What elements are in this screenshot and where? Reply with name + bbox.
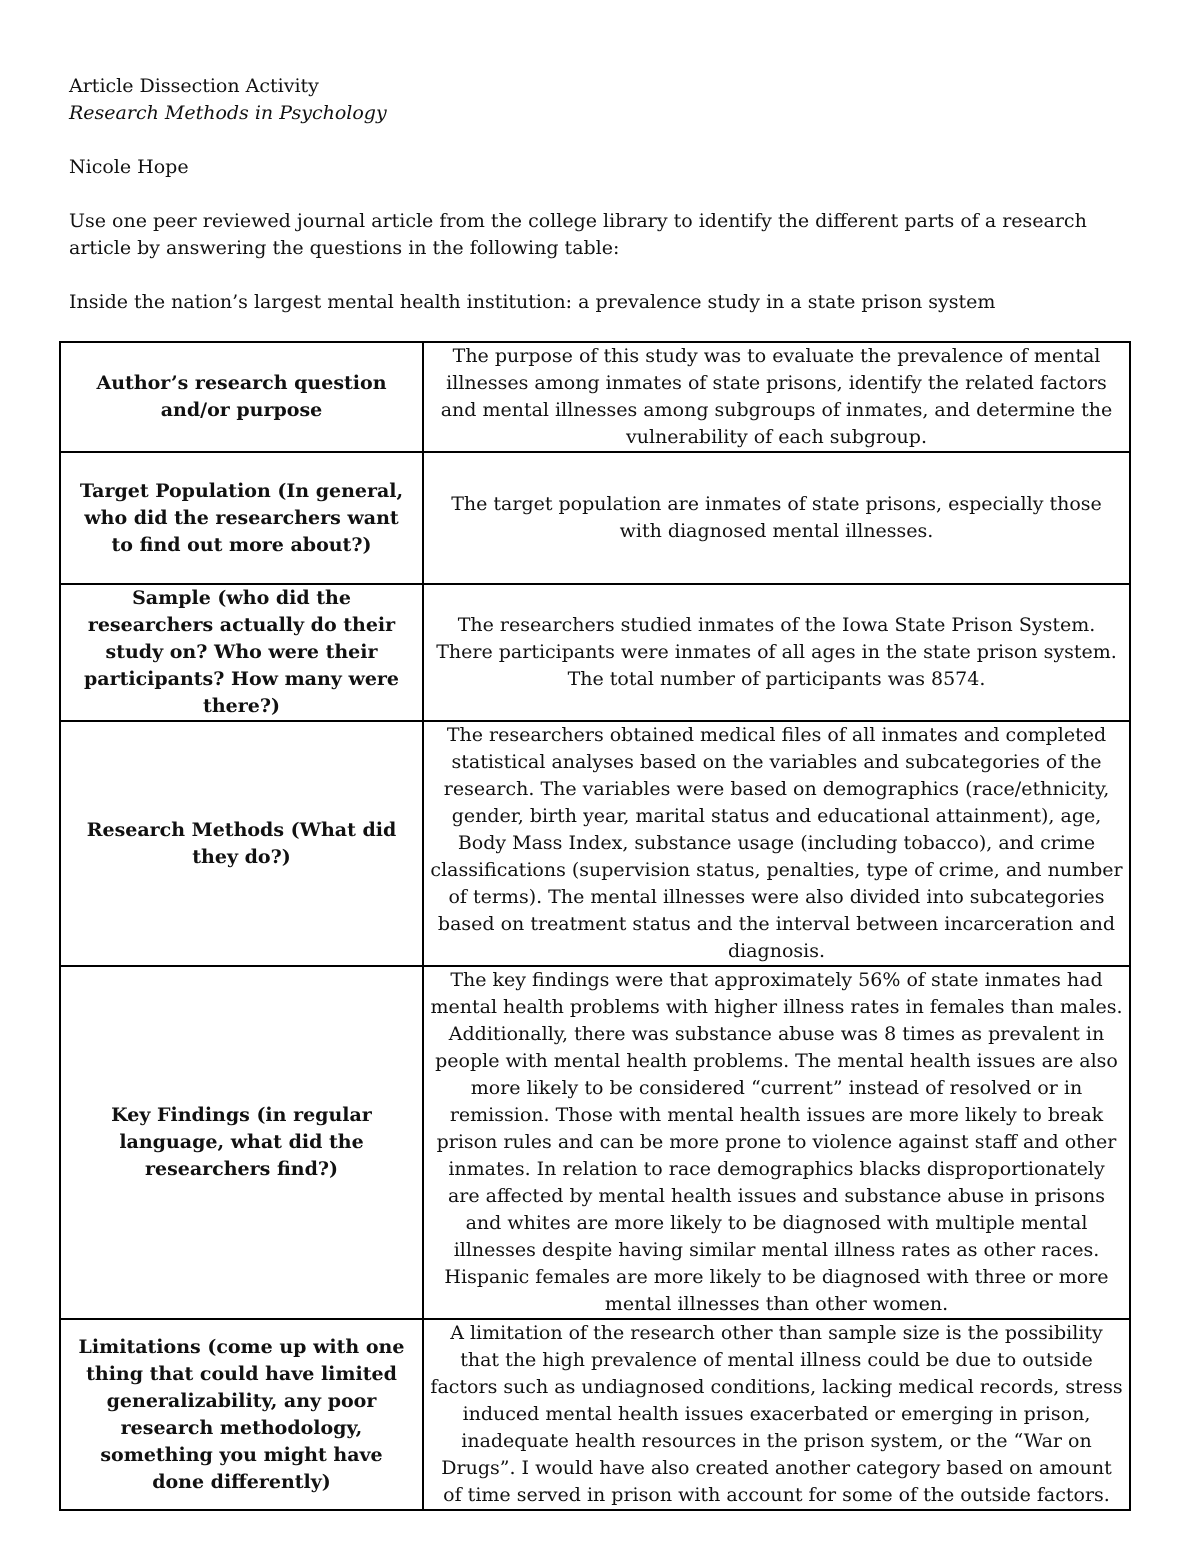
table-row-target-population xyxy=(60,452,1130,584)
table-row-research-methods xyxy=(60,721,1130,966)
table-row-limitations xyxy=(60,1319,1130,1510)
row-label: Research Methods (What did they do?) xyxy=(60,721,423,966)
row-answer: The purpose of this study was to evaluate the prevalence of mental illnesses among inmates of state prisons, identify the related factors and mental illnesses among subgroups of inmates, and determine the vulnerability of each subgroup. xyxy=(423,342,1130,452)
student-name: Nicole Hope xyxy=(69,156,189,178)
row-answer: The key findings were that approximately 56% of state inmates had mental health problems with higher illness rates in females than males. Additionally, there was substance abuse was 8 times as prevalent in people with mental health problems. The mental health issues are also more likely to be considered “current” instead of resolved or in remission. Those with mental health issues are more likely to break prison rules and can be more prone to violence against staff and other inmates. In relation to race demographics blacks disproportionately are affected by mental health issues and substance abuse in prisons and whites are more likely to be diagnosed with multiple mental illnesses despite having similar mental illness rates as other races. Hispanic females are more likely to be diagnosed with three or more mental illnesses than other women. xyxy=(423,966,1130,1319)
table-row-purpose xyxy=(60,342,1130,452)
row-answer: A limitation of the research other than sample size is the possibility that the high prevalence of mental illness could be due to outside factors such as undiagnosed conditions, lacking medical records, stress induced mental health issues exacerbated or emerging in prison, inadequate health resources in the prison system, or the “War on Drugs”. I would have also created another category based on amount of time served in prison with account for some of the outside factors. xyxy=(423,1319,1130,1510)
row-label: Sample (who did the researchers actually do their study on? Who were their participants? How many were there?) xyxy=(60,584,423,721)
document-title: Article Dissection Activity xyxy=(69,75,319,97)
row-label: Target Population (In general, who did the researchers want to find out more about?) xyxy=(60,452,423,584)
row-label: Limitations (come up with one thing that could have limited generalizability, any poor research methodology, something you might have done differently) xyxy=(60,1319,423,1510)
table-row-sample xyxy=(60,584,1130,721)
row-answer: The researchers studied inmates of the Iowa State Prison System. There participants were inmates of all ages in the state prison system. The total number of participants was 8574. xyxy=(423,584,1130,721)
instructions: Use one peer reviewed journal article from the college library to identify the different parts of a research article by answering the questions in the following table: xyxy=(69,210,1087,259)
row-answer: The target population are inmates of state prisons, especially those with diagnosed mental illnesses. xyxy=(423,452,1130,584)
row-label: Key Findings (in regular language, what did the researchers find?) xyxy=(60,966,423,1319)
course-name: Research Methods in Psychology xyxy=(69,102,387,124)
dissection-table xyxy=(59,341,1131,1511)
article-title: Inside the nation’s largest mental health institution: a prevalence study in a state prison system xyxy=(69,291,996,313)
row-answer: The researchers obtained medical files of all inmates and completed statistical analyses based on the variables and subcategories of the research. The variables were based on demographics (race/ethnicity, gender, birth year, marital status and educational attainment), age, Body Mass Index, substance usage (including tobacco), and crime classifications (supervision status, penalties, type of crime, and number of terms). The mental illnesses were also divided into subcategories based on treatment status and the interval between incarceration and diagnosis. xyxy=(423,721,1130,966)
row-label: Author’s research question and/or purpose xyxy=(60,342,423,452)
table-row-key-findings xyxy=(60,966,1130,1319)
